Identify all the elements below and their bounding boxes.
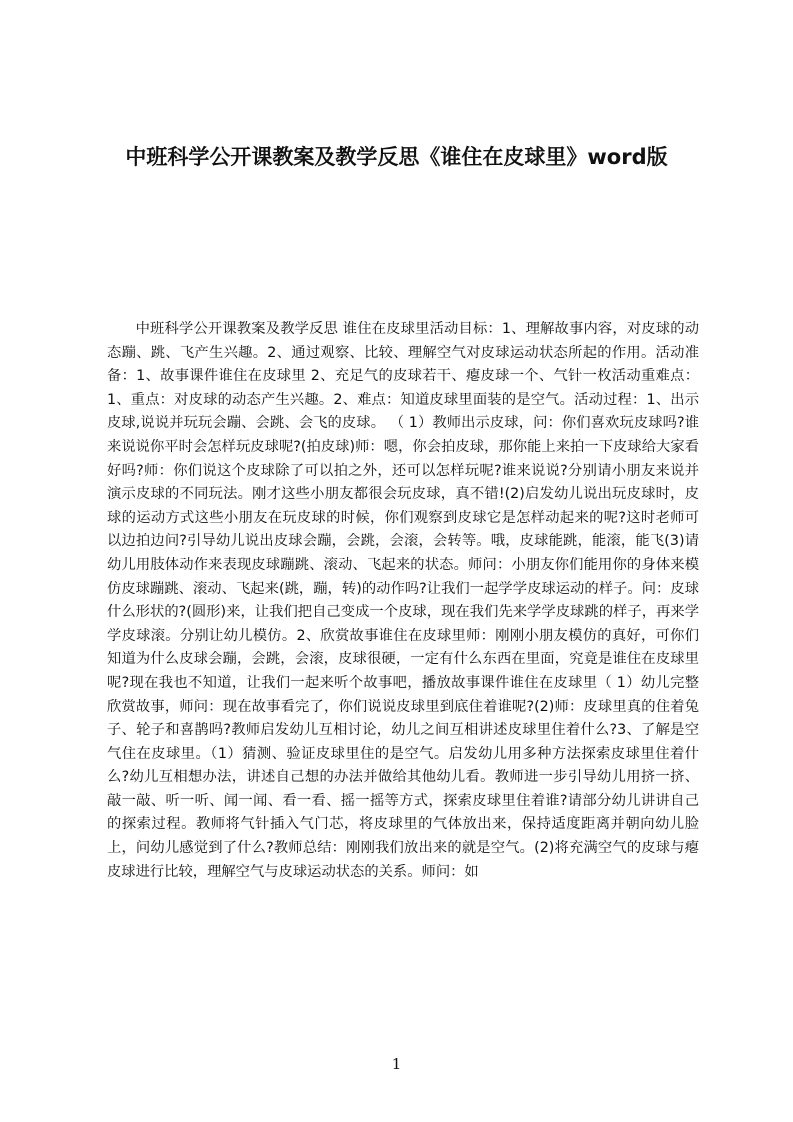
page-number: 1 <box>391 1055 402 1073</box>
document-title: 中班科学公开课教案及教学反思《谁住在皮球里》word版 <box>125 145 668 169</box>
body-paragraph: 中班科学公开课教案及教学反思 谁住在皮球里活动目标：1、理解故事内容，对皮球的动态蹦、跳、飞产生兴趣。2、通过观察、比较、理解空气对皮球运动状态所起的作用。活动准备：1、故事课件谁住在皮球里 2、充足气的皮球若干、瘪皮球一个、气针一枚活动重难点：1、重点：对皮球的动态产生兴趣。2、难点：知道皮球里面装的是空气。活动过程：1、出示皮球,说说并玩玩会蹦、会跳、会飞的皮球。 （ 1）教师出示皮球，问：你们喜欢玩皮球吗?谁来说说你平时会怎样玩皮球呢?(拍皮球)师：嗯，你会拍皮球，那你能上来拍一下皮球给大家看好吗?师：你们说这个皮球除了可以拍之外，还可以怎样玩呢?谁来说说?分别请小朋友来说并演示皮球的不同玩法。刚才这些小朋友都很会玩皮球，真不错!(2)启发幼儿说出玩皮球时，皮球的运动方式这些小朋友在玩皮球的时候，你们观察到皮球它是怎样动起来的呢?这时老师可以边拍边问?引导幼儿说出皮球会蹦，会跳，会滚，会转等。哦，皮球能跳，能滚，能飞(3)请幼儿用肢体动作来表现皮球蹦跳、滚动、飞起来的状态。师问：小朋友你们能用你的身体来模仿皮球蹦跳、滚动、飞起来(跳，蹦，转)的动作吗?让我们一起学学皮球运动的样子。问：皮球什么形状的?(圆形)来，让我们把自己变成一个皮球，现在我们先来学学皮球跳的样子，再来学学皮球滚。分别让幼儿模仿。2、欣赏故事谁住在皮球里师：刚刚小朋友模仿的真好，可你们知道为什么皮球会蹦，会跳，会滚，皮球很硬，一定有什么东西在里面，究竟是谁住在皮球里呢?现在我也不知道，让我们一起来听个故事吧，播放故事课件谁住在皮球里（ 1）幼儿完整欣赏故事，师问：现在故事看完了，你们说说皮球里到底住着谁呢?(2)师：皮球里真的住着兔子、轮子和喜鹊吗?教师启发幼儿互相讨论，幼儿之间互相讲述皮球里住着什么?3、了解是空气住在皮球里。（1）猜测、验证皮球里住的是空气。启发幼儿用多种方法探索皮球里住着什么?幼儿互相想办法，讲述自己想的办法并做给其他幼儿看。教师进一步引导幼儿用挤一挤、敲一敲、听一听、闻一闻、看一看、摇一摇等方式，探索皮球里住着谁?请部分幼儿讲讲自己的探索过程。教师将气针插入气门芯，将皮球里的气体放出来，保持适度距离并朝向幼儿脸上，问幼儿感觉到了什么?教师总结：刚刚我们放出来的就是空气。(2)将充满空气的皮球与瘪皮球进行比较，理解空气与皮球运动状态的关系。师问：如 <box>107 321 699 880</box>
